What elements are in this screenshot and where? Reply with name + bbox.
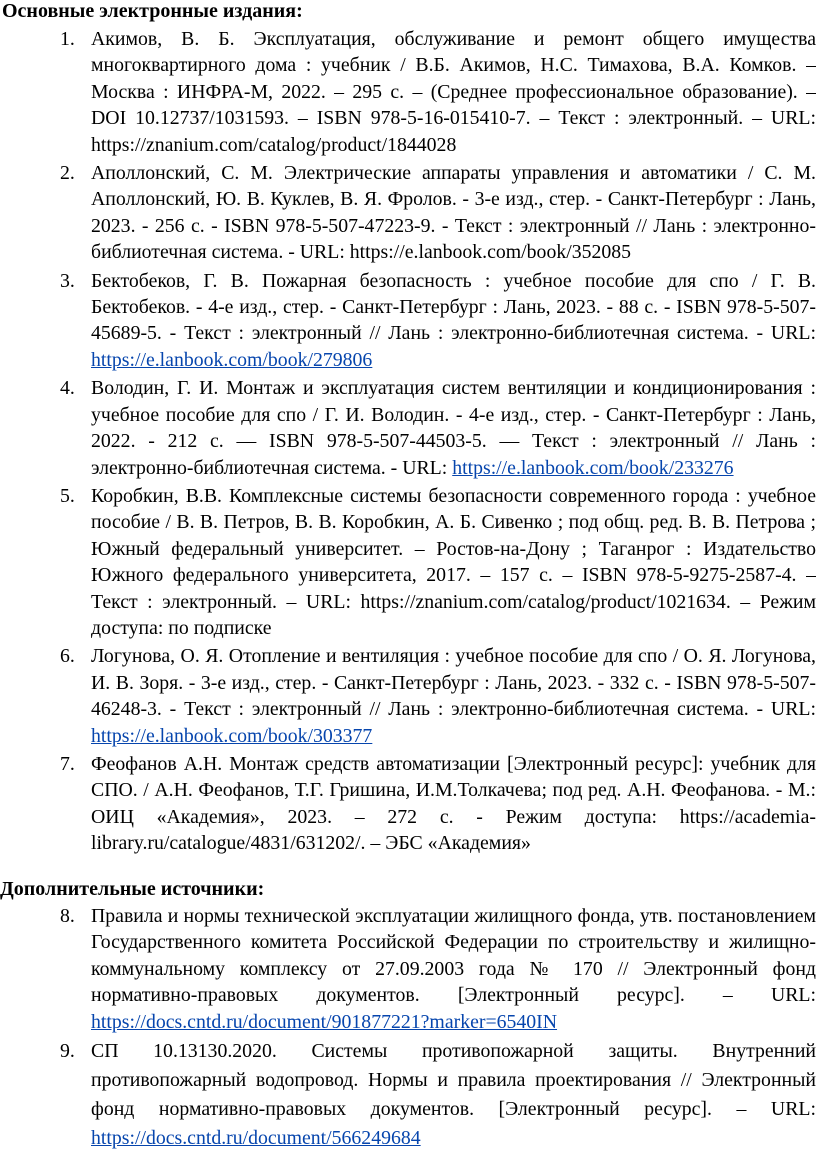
reference-link[interactable]: https://e.lanbook.com/book/233276: [452, 456, 734, 479]
reference-item-5: [0, 483, 816, 641]
reference-link[interactable]: https://docs.cntd.ru/document/566249684: [91, 1127, 421, 1150]
reference-number: 6.: [60, 645, 75, 668]
reference-item-1: [0, 26, 816, 158]
reference-number: 3.: [60, 269, 75, 292]
reference-item-9: [0, 1037, 816, 1153]
reference-item-2: [0, 160, 816, 266]
reference-item-6: [0, 643, 816, 749]
reference-item-7: [0, 751, 816, 857]
reference-number: 4.: [60, 377, 75, 400]
reference-item-3: [0, 268, 816, 374]
reference-number: 8.: [60, 905, 75, 927]
reference-number: 1.: [60, 28, 75, 50]
additional-references-list: [0, 903, 816, 1153]
reference-text: Коробкин, В.В. Комплексные системы безопасности современного города : учебное пособие / В. В. Петров, В. В. Коробкин, А. Б. Сивенко ; под общ. ред. В. В. Петрова ; Южный федеральный университет. – Ростов-на-Дону ; Таганрог : Издательство Южного федерального университета, 2017. – 157 с. – ISBN 978-5-9275-2587-4. – Текст : электронный. – URL: https://znanium.com/catalog/product/1021634. – Режим доступа: по подписке: [91, 484, 816, 639]
reference-text: Бектобеков, Г. В. Пожарная безопасность : учебное пособие для спо / Г. В. Бектобеков. - 4-е изд., стер. - Санкт-Петербург : Лань, 2023. - 88 с. - ISBN 978-5-507-45689-5. - Текст : электронный // Лань : электронно-библиотечная система. - URL:: [91, 269, 816, 345]
reference-text: Логунова, О. Я. Отопление и вентиляция : учебное пособие для спо / О. Я. Логунова, И. В. Зоря. - 3-е изд., стер. - Санкт-Петербург : Лань, 2023. - 332 с. - ISBN 978-5-507-46248-3. - Текст : электронный // Лань : электронно-библиотечная система. - URL:: [91, 645, 816, 721]
reference-item-8: [0, 903, 816, 1035]
reference-link[interactable]: https://e.lanbook.com/book/303377: [91, 724, 373, 747]
main-references-list: [0, 26, 816, 857]
section-heading-main: Основные электронные издания:: [2, 0, 303, 22]
reference-link[interactable]: https://e.lanbook.com/book/279806: [91, 348, 373, 371]
section-heading-additional: Дополнительные источники:: [0, 878, 265, 900]
reference-text: Аполлонский, С. М. Электрические аппараты управления и автоматики / С. М. Аполлонский, Ю. В. Куклев, В. Я. Фролов. - 3-е изд., стер. - Санкт-Петербург : Лань, 2023. - 256 с. - ISBN 978-5-507-47223-9. - Текст : электронный // Лань : электронно-библиотечная система. - URL: https://e.lanbook.com/book/352085: [91, 162, 816, 264]
reference-text: Акимов, В. Б. Эксплуатация, обслуживание и ремонт общего имущества многоквартирного дома : учебник / В.Б. Акимов, Н.С. Тимахова, В.А. Комков. – Москва : ИНФРА-М, 2022. – 295 с. – (Среднее профессиональное образование). – DOI 10.12737/1031593. – ISBN 978-5-16-015410-7. – Текст : электронный. – URL: https://znanium.com/catalog/product/1844028: [91, 28, 816, 156]
reference-item-4: [0, 375, 816, 481]
reference-number: 2.: [60, 162, 75, 185]
reference-number: 9.: [60, 1040, 75, 1063]
reference-link[interactable]: https://docs.cntd.ru/document/901877221?marker=6540IN: [91, 1010, 558, 1033]
reference-text: Правила и нормы технической эксплуатации жилищного фонда, утв. постановлением Государственного комитета Российской Федерации по строительству и жилищно-коммунальному комплексу от 27.09.2003 года № 170 // Электронный фонд нормативно-правовых документов. [Электронный ресурс]. – URL:: [91, 905, 816, 1007]
reference-number: 5.: [60, 484, 75, 507]
reference-number: 7.: [60, 752, 75, 775]
reference-text: Феофанов А.Н. Монтаж средств автоматизации [Электронный ресурс]: учебник для СПО. / А.Н. Феофанов, Т.Г. Гришина, И.М.Толкачева; под ред. А.Н. Феофанова. - М.: ОИЦ «Академия», 2023. – 272 с. - Режим доступа: https://academia-library.ru/catalogue/4831/631202/. – ЭБС «Академия»: [91, 752, 816, 855]
reference-text: СП 10.13130.2020. Системы противопожарной защиты. Внутренний противопожарный водопровод. Нормы и правила проектирования // Электронный фонд нормативно-правовых документов. [Электронный ресурс]. – URL:: [91, 1040, 816, 1121]
reference-text: Володин, Г. И. Монтаж и эксплуатация систем вентиляции и кондиционирования : учебное пособие для спо / Г. И. Володин. - 4-е изд., стер. - Санкт-Петербург : Лань, 2022. - 212 с. — ISBN 978-5-507-44503-5. — Текст : электронный // Лань : электронно-библиотечная система. - URL:: [91, 377, 816, 479]
